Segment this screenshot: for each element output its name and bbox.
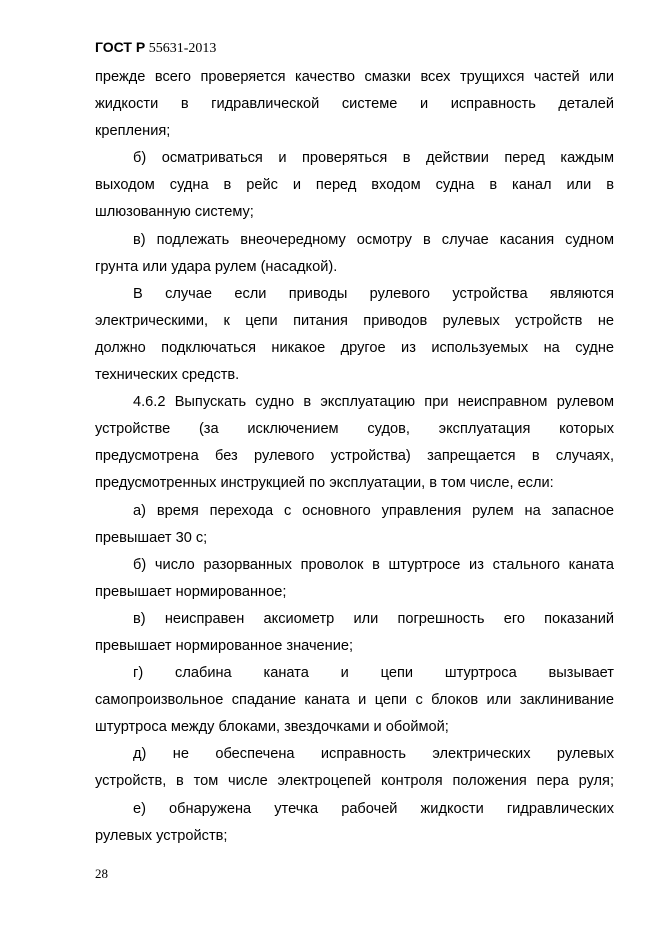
text-line: устройств, в том числе электроцепей контроля положения пера руля; [95,773,614,790]
text-line: прежде всего проверяется качество смазки всех трущихся частей или [95,69,614,85]
text-line: б) осматриваться и проверяться в действии перед каждым [133,150,614,167]
text-line: е) обнаружена утечка рабочей жидкости гидравлических [133,800,614,817]
text-line: предусмотрена без рулевого устройства) запрещается в случаях, [95,448,614,465]
text-line: превышает нормированное; [95,583,287,600]
text-line: шлюзованную систему; [95,204,254,221]
text-line: в) неисправен аксиометр или погрешность его показаний [133,610,614,627]
text-line: штуртроса между блоками, звездочками и обоймой; [95,719,449,736]
text-line: жидкости в гидравлической системе и исправность деталей [95,96,614,113]
text-line: крепления; [95,123,171,140]
text-line: превышает нормированное значение; [95,637,354,654]
body-text [95,64,614,850]
page-header [95,37,216,59]
text-line: самопроизвольное спадание каната и цепи с блоков или заклинивание [95,692,614,709]
text-line: д) не обеспечена исправность электрических рулевых [133,746,614,763]
text-line: превышает 30 с; [95,529,208,546]
page-number: 28 [95,866,108,881]
text-line: должно подключаться никакое другое из используемых на судне [95,339,614,356]
text-line: б) число разорванных проволок в штуртросе из стального каната [133,556,614,573]
text-line: предусмотренных инструкцией по эксплуатации, в том числе, если: [95,475,554,492]
text-line: 4.6.2 Выпускать судно в эксплуатацию при неисправном рулевом [133,394,614,411]
standard-number: 55631-2013 [148,41,217,56]
text-line: рулевых устройств; [95,827,228,844]
text-line: В случае если приводы рулевого устройства являются [133,285,614,302]
text-line: г) слабина каната и цепи штуртроса вызывает [133,665,614,682]
text-line: электрическими, к цепи питания приводов рулевых устройств не [95,312,614,329]
text-line: технических средств. [95,367,240,384]
text-line: в) подлежать внеочередному осмотру в случае касания судном [133,231,614,248]
text-line: устройстве (за исключением судов, эксплуатация которых [95,421,614,438]
text-line: а) время перехода с основного управления рулем на запасное [133,502,614,519]
standard-label: ГОСТ Р [95,39,146,55]
text-line: выходом судна в рейс и перед входом судна в канал или в [95,177,614,194]
text-line: грунта или удара рулем (насадкой). [95,258,338,275]
